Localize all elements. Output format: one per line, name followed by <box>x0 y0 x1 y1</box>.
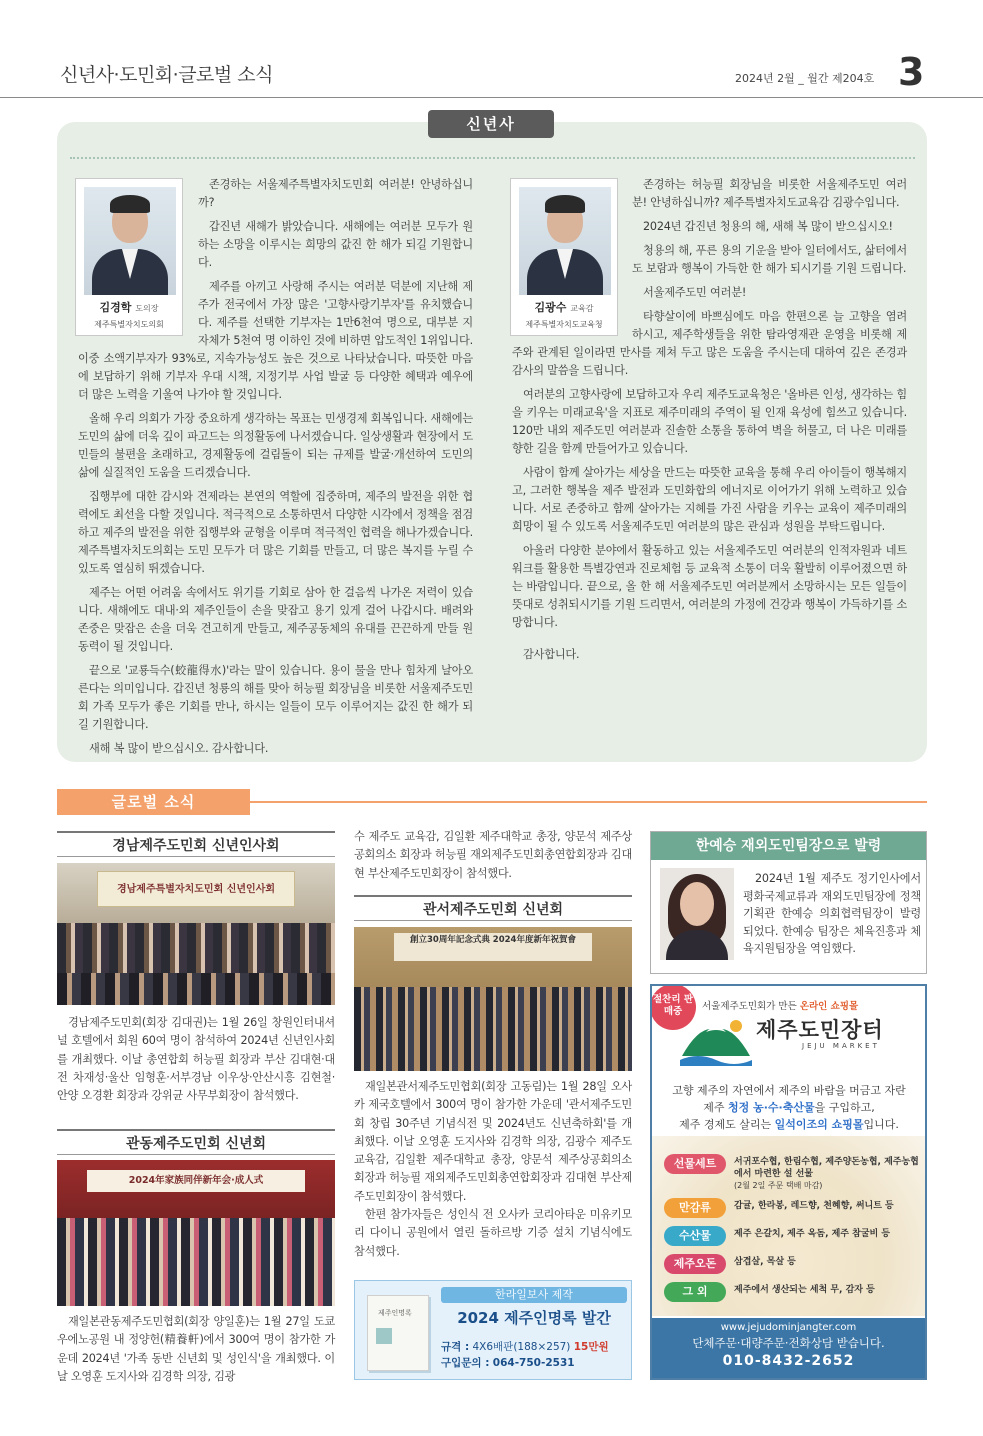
market-name: 제주도민장터 <box>756 1018 884 1042</box>
paragraph: 감사합니다. <box>523 648 580 661</box>
portrait-name: 김광수 교육감 <box>534 301 594 314</box>
appointment-text <box>743 870 921 958</box>
product-note: (2월 2일 주문 택배 마감) <box>734 1181 823 1190</box>
product-desc: 제주 은갈치, 제주 옥돔, 제주 참굴비 등 <box>734 1229 891 1239</box>
kanto-article-title: 관동제주도민회 신년회 <box>57 1129 335 1155</box>
issue-info: 2024년 2월 _ 월간 제204호 <box>735 72 875 85</box>
kanto-article-continued <box>354 828 632 883</box>
paragraph: 집행부에 대한 감시와 견제라는 본연의 역할에 집중하며, 제주의 발전을 위한 협력에도 최선을 다할 것입니다. 적극적으로 소통하면서 다양한 시각에서 정책을 점검하고 제주의 발전을 위한 집행부와 균형을 이루며 적극적인 협력을 해나가겠습니다. 제주특별자치도의회는 도민 모두가 더 많은 기회를 만들고, 더 많은 복지를 누릴 수 있도록 열심히 뛰겠습니다. <box>78 490 473 575</box>
appointment-title: 한예승 재외도민팀장으로 발령 <box>651 832 926 860</box>
product-desc: 삼겹살, 목살 등 <box>734 1257 796 1267</box>
desc-text: 을 구입하고, <box>814 1101 875 1114</box>
product-citrus[interactable] <box>664 1196 919 1220</box>
appointment-box <box>650 831 927 974</box>
paragraph: 새해 복 많이 받으십시오. 감사합니다. <box>89 742 269 755</box>
market-sub-prefix: 서울제주도민회가 만든 <box>702 1001 797 1012</box>
product-desc: 서귀포수협, 한림수협, 제주양돈농협, 제주농협에서 마련한 설 선물 <box>734 1157 919 1179</box>
appointment-photo <box>660 868 734 960</box>
product-label: 만감류 <box>664 1198 726 1218</box>
product-desc: 감귤, 한라봉, 레드향, 천혜향, 써니트 등 <box>734 1201 894 1211</box>
left-message-text <box>78 176 473 764</box>
right-message-text <box>512 176 907 670</box>
paragraph: 존경하는 허능필 회장님을 비롯한 서울제주도민 여러분! 안녕하십니까? 제주특별자치도교육감 김광수입니다. <box>632 178 907 209</box>
hallasan-logo-icon <box>680 1016 752 1068</box>
market-footer <box>652 1318 925 1378</box>
product-label: 그 외 <box>664 1282 726 1302</box>
desc-text: 입니다. <box>863 1118 899 1131</box>
gyeongnam-group-photo <box>57 863 335 1005</box>
paragraph: 서울제주도민 여러분! <box>643 286 747 299</box>
global-news-tab: 글로벌 소식 <box>57 789 250 815</box>
paragraph: 제주를 아끼고 사랑해 주시는 여러분 덕분에 지난해 제주가 전국에서 가장 많은 '고향사랑기부자'를 유치했습니다. 제주를 선택한 기부자는 1만6천여 명으로, 대부분 지자체가 5천여 명 이하인 것에 비하면 압도적인 1위입니다. 이중 소액기부자가 93%로, 지속가능성도 높은 것으로 나타났습니다. 따뜻한 마음에 보답하기 위해 기부자 우대 시책, 지정기부 사업 발굴 등 다양한 혜택과 예우에 더 많은 노력을 기울여 나가야 할 것입니다. <box>78 280 473 401</box>
jeju-market-ad[interactable] <box>650 984 927 1380</box>
paragraph: 제주는 어떤 어려움 속에서도 위기를 기회로 삼아 한 걸음씩 나가온 저력이 있습니다. 새해에도 대내·외 제주인들이 손을 맞잡고 용기 있게 걸어 나갑시다. 배려와 존중은 맞잡은 손을 더욱 견고히게 만들고, 제주공동체의 유대를 끈끈하게 만들 원동력이 될 것입니다. <box>78 586 473 653</box>
market-description <box>658 1082 920 1133</box>
directory-title: 2024 제주인명록 발간 <box>457 1309 611 1327</box>
desc-text: 제주 경제도 살리는 <box>679 1118 772 1131</box>
market-badge: 절찬리 판매중 <box>650 984 696 1030</box>
kanto-article-text <box>57 1313 335 1386</box>
paragraph: 올해 우리 의회가 가장 중요하게 생각하는 목표는 민생경제 회복입니다. 새해에는 도민의 삶에 더욱 깊이 파고드는 의정활동에 나서겠습니다. 일상생활과 현장에서 도민들의 불편을 초래하고, 경제활동에 걸림돌이 되는 규제를 발굴·개선하여 도민의 삶에 실질적인 도움을 드리겠습니다. <box>78 412 473 479</box>
dotted-divider <box>70 157 915 159</box>
book-cover-title: 제주인명록 <box>378 1309 412 1317</box>
market-url[interactable]: www.jejudominjangter.com <box>720 1322 857 1333</box>
section-title: 신년사·도민회·글로벌 소식 <box>60 64 274 86</box>
product-pork[interactable] <box>664 1252 919 1276</box>
global-news-rule <box>250 801 927 803</box>
portrait-org: 제주특별자치도교육청 <box>525 320 603 329</box>
product-seafood[interactable] <box>664 1224 919 1248</box>
product-label: 수산물 <box>664 1226 726 1246</box>
product-gift-set[interactable] <box>664 1152 919 1190</box>
spec-label: 규격 : <box>441 1341 470 1353</box>
photo-banner: 2024年家族同伴新年会·成人式 <box>87 1170 305 1192</box>
photo-banner: 創立30周年記念式典 2024年度新年祝賀會 <box>394 933 592 961</box>
paragraph: 아울러 다양한 분야에서 활동하고 있는 서울제주도민 여러분의 인적자원과 네트워크를 활용한 특별강연과 진로체험 등 교육적 소통이 더욱 활발히 이루어졌으면 하는 바람입니다. 끝으로, 올 한 해 서울제주도민 여러분께서 소망하시는 모든 일들이 뜻대로 성취되시기를 기원 드리면서, 여러분의 가정에 건강과 행복이 가득하기를 소망합니다. <box>512 544 907 629</box>
directory-publisher: 한라일보사 제작 <box>441 1287 627 1303</box>
directory-spec <box>441 1339 627 1371</box>
kansai-article-text <box>354 1078 632 1261</box>
kansai-article-title: 관서제주도민회 신년회 <box>354 895 632 921</box>
product-label: 제주오돈 <box>664 1254 726 1274</box>
product-others[interactable] <box>664 1280 919 1304</box>
price: 15만원 <box>573 1341 609 1353</box>
market-sub-highlight: 온라인 쇼핑몰 <box>799 1001 859 1012</box>
desc-highlight: 일석이조의 쇼핑몰 <box>774 1118 864 1131</box>
paragraph: 2024년 갑진년 청용의 해, 새해 복 많이 받으십시오! <box>643 220 893 233</box>
inquiry-phone[interactable]: 064-750-2531 <box>492 1357 575 1369</box>
portrait-name: 김경학 도의장 <box>99 301 159 314</box>
paragraph: 한편 참가자들은 성인식 전 오사카 코리아타운 미유키모리 다이니 공원에서 열린 돌하르방 기증 설치 기념식에도 참석했다. <box>354 1208 632 1258</box>
paragraph: 수 제주도 교육감, 김일환 제주대학교 총장, 양문석 제주상공회의소 회장과 허능필 재외제주도민회총연합회장과 김대현 부산제주도민회장이 참석했다. <box>354 830 632 880</box>
market-subtitle <box>702 998 922 1012</box>
desc-highlight: 청정 농·수·축산물 <box>728 1101 815 1114</box>
desc-text: 제주 <box>703 1101 725 1114</box>
portrait-org: 제주특별자치도의회 <box>94 320 164 329</box>
market-phone[interactable]: 010-8432-2652 <box>722 1353 855 1369</box>
gyeongnam-article-text <box>57 1014 335 1105</box>
product-desc: 제주에서 생산되는 세척 무, 감자 등 <box>734 1285 875 1295</box>
paragraph: 여러분의 고향사랑에 보답하고자 우리 제주도교육청은 '올바른 인성, 생각하는 힘을 키우는 미래교육'을 지표로 제주미래의 주역이 될 인재 육성에 힘쓰고 있습니다. 120만 내외 제주도민 여러분과 진솔한 소통을 통하여 벽을 허물고, 더 나은 미래를 향한 길을 함께 만들어가고 있습니다. <box>512 388 907 455</box>
paragraph: 끝으로 '교룡득수(蛟龍得水)'라는 말이 있습니다. 용이 물을 만나 힘차게 날아오른다는 의미입니다. 갑진년 청룡의 해를 맞아 허능필 회장님을 비롯한 서울제주도민회 가족 모두가 좋은 기회를 만나, 하시는 일들이 모두 이루어지는 값진 한 해가 되길 기원합니다. <box>78 664 473 731</box>
directory-book-cover <box>367 1295 429 1371</box>
new-year-tab: 신년사 <box>428 110 554 138</box>
paragraph: 갑진년 새해가 밝았습니다. 새해에는 여러분 모두가 원하는 소망을 이루시는 희망의 값진 한 해가 되길 기원합니다. <box>198 220 473 269</box>
global-news-band <box>57 789 927 815</box>
directory-ad[interactable] <box>354 1280 632 1380</box>
paragraph: 경남제주도민회(회장 김대권)는 1월 26일 창원인터내셔널 호텔에서 회원 60여 명이 참석하여 2024년 신년인사회를 개최했다. 이날 총연합회 허능필 회장과 부산 김대현·대전 차재성·울산 임형훈·서부경남 이우상·안산시흥 김현철·안양 오경환 회장과 강위균 사무부회장이 참석했다. <box>57 1016 335 1103</box>
product-text <box>734 1156 919 1192</box>
page-number: 3 <box>898 50 925 94</box>
paragraph: 청용의 해, 푸른 용의 기운을 받아 일터에서도, 삶터에서도 보람과 행복이 가득한 한 해가 되시기를 기원 드립니다. <box>632 244 907 275</box>
product-label: 선물세트 <box>664 1154 726 1174</box>
paragraph: 존경하는 서울제주특별자치도민회 여러분! 안녕하십니까? <box>198 178 473 209</box>
page-header <box>0 0 983 100</box>
paragraph: 2024년 1월 제주도 정기인사에서 평화국제교류과 재외도민팀장에 정책기획관 한예승 의회협력팀장이 발령되었다. 한예승 팀장은 체육진흥과 체육지원팀장을 역임했다. <box>743 872 921 955</box>
paragraph: 재일본관서제주도민협회(회장 고동림)는 1월 28일 오사카 제국호텔에서 300여 명이 참가한 가운데 '관서제주도민회 창립 30주년 기념식전 및 2024년도 신년축하회'를 개최했다. 이날 오영훈 도지사와 김경학 의장, 김광수 제주도 교육감, 김일환 제주대학교 총장, 양문석 제주상공회의소 회장과 허능필 재외제주도민회총연합회장과 김대현 부산제주도민회장이 참석했다. <box>354 1080 632 1203</box>
header-rule <box>0 97 983 98</box>
paragraph: 재일본관동제주도민협회(회장 양일훈)는 1월 27일 도쿄 우에노공원 내 정양헌(精養軒)에서 300여 명이 참가한 가운데 2024년 '가족 동반 신년회 및 성인식'을 개최했다. 이날 오영훈 도지사와 김경학 의장, 김광 <box>57 1315 335 1383</box>
desc-line: 고향 제주의 자연에서 제주의 바람을 머금고 자란 <box>672 1084 906 1097</box>
photo-banner: 경남제주특별자치도민회 신년인사회 <box>97 871 295 907</box>
kansai-group-photo <box>354 927 632 1071</box>
spec-value: 4X6배판(188×257) <box>472 1341 571 1353</box>
paragraph: 사람이 함께 살아가는 세상을 만드는 따뜻한 교육을 통해 우리 아이들이 행복해지고, 그러한 행복을 제주 발전과 도민화합의 에너지로 이어가기 위해 노력하고 있습니다. 서로 존중하고 함께 살아가는 지혜를 가진 사람을 키우는 교육이 제주미래의 희망이 될 수 있도록 서울제주도민 여러분의 많은 관심과 성원을 부탁드립니다. <box>512 466 907 533</box>
market-name-en: JEJU MARKET <box>802 1042 880 1050</box>
gyeongnam-article-title: 경남제주도민회 신년인사회 <box>57 831 335 857</box>
inquiry-label: 구입문의 : <box>441 1357 490 1369</box>
kanto-group-photo <box>57 1160 335 1306</box>
market-order-info: 단체주문·대량주문·전화상담 받습니다. <box>692 1336 885 1350</box>
paragraph: 타향살이에 바쁘심에도 마음 한편으론 늘 고향을 염려하시고, 제주학생들을 위한 탐라영재관 운영을 비롯해 제주와 관계된 일이라면 만사를 제쳐 두고 많은 도움을 주시는데 대하여 깊은 존경과 감사의 말씀을 드립니다. <box>512 310 907 377</box>
